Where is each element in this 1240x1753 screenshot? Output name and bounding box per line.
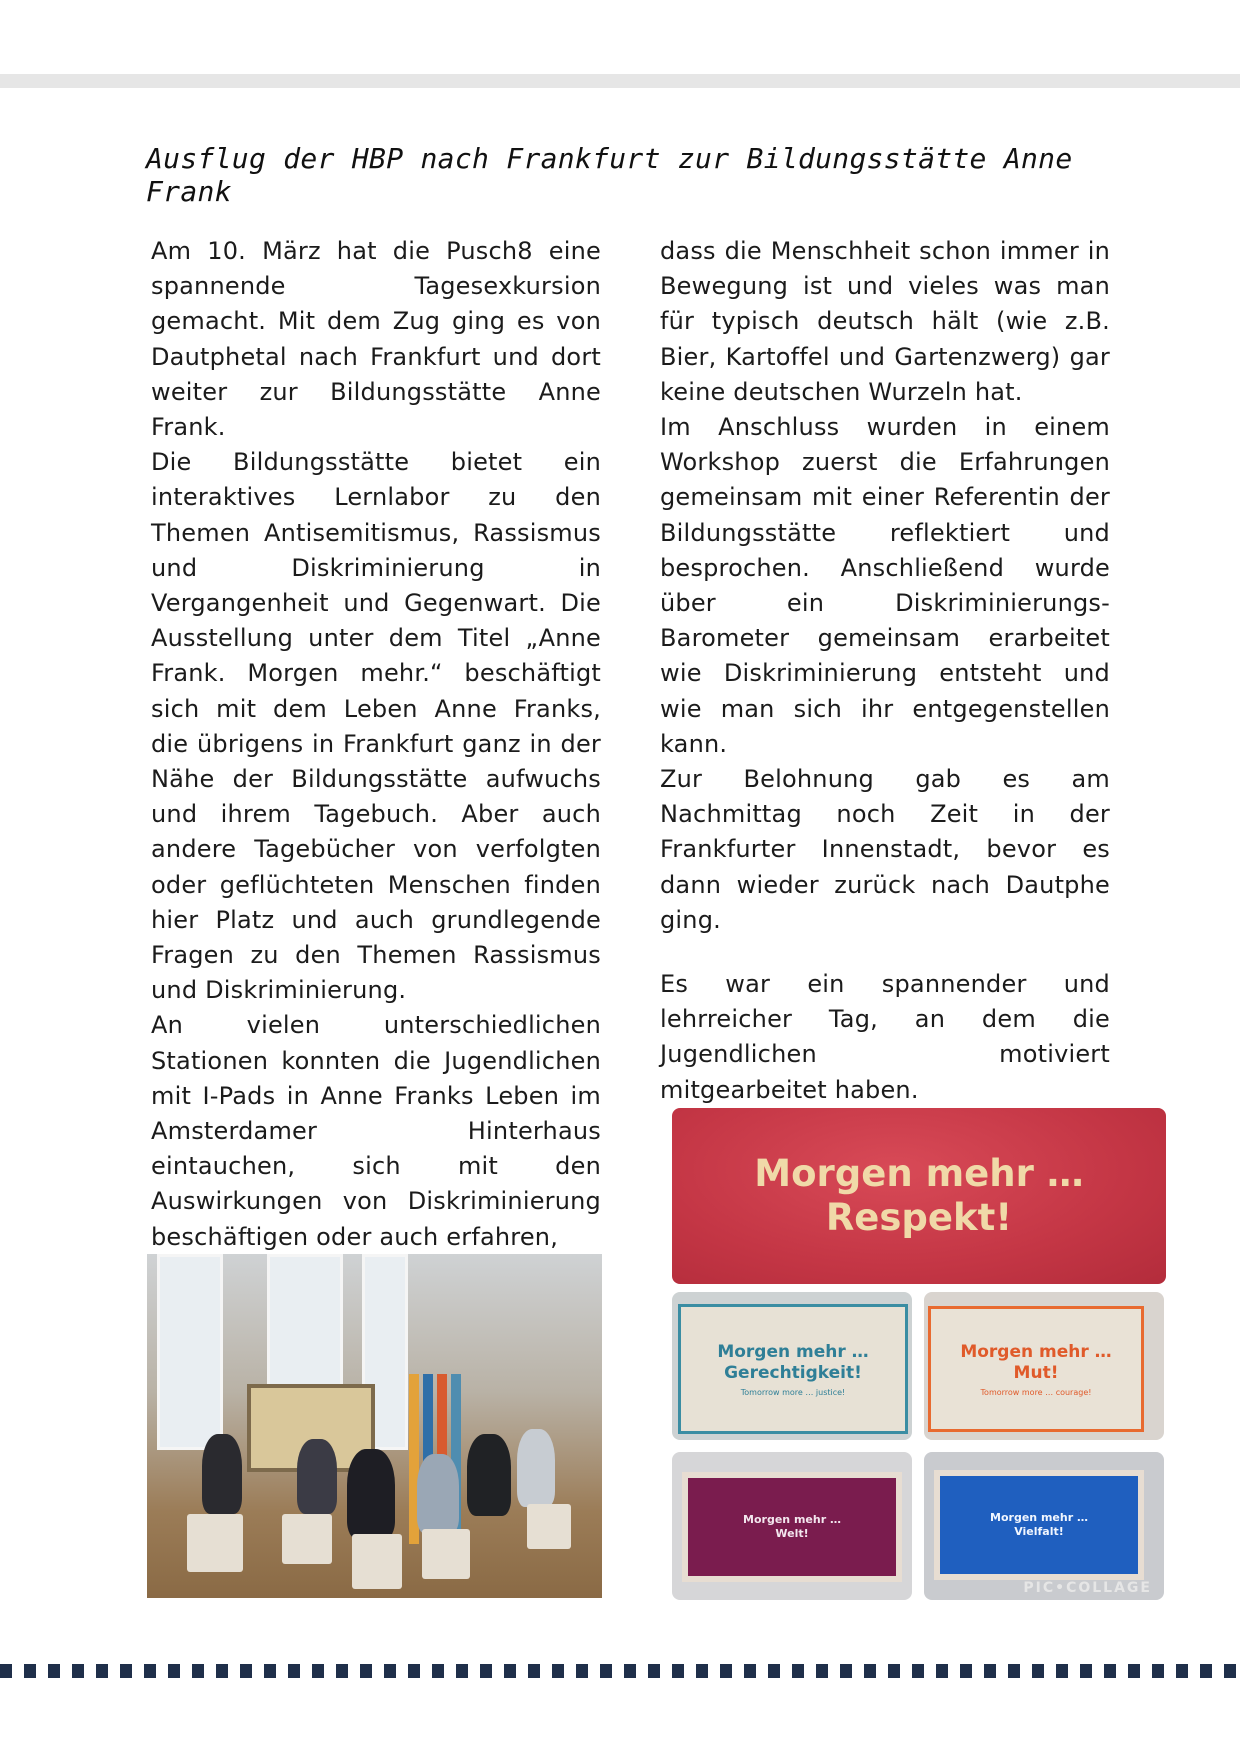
sign-line1: Morgen mehr …	[717, 1341, 869, 1362]
paragraph: An vielen unterschiedlichen Stationen konnten die Jugendlichen mit I-Pads in Anne Franks Leben im Amsterdamer Hinterhaus eintauchen, sich mit den Auswirkungen von Diskriminierung beschäftigen oder auch erfahren,	[151, 1011, 601, 1251]
stool	[187, 1514, 243, 1572]
tile-welt	[672, 1452, 912, 1600]
stool	[282, 1514, 332, 1564]
person	[517, 1429, 555, 1507]
workshop-photo	[147, 1254, 602, 1598]
sign-line2: Vielfalt!	[1014, 1525, 1064, 1538]
sign-subtitle: Tomorrow more … courage!	[980, 1387, 1092, 1397]
paragraph: Zur Belohnung gab es am Nachmittag noch Zeit in der Frankfurter Innenstadt, bevor es dann wieder zurück nach Dautphe ging.	[660, 765, 1110, 934]
sign-line1: Morgen mehr …	[990, 1511, 1088, 1524]
sign-line1: Morgen mehr …	[960, 1341, 1112, 1362]
page-title: Ausflug der HBP nach Frankfurt zur Bildungsstätte Anne Frank	[146, 142, 1073, 208]
stool	[352, 1534, 402, 1589]
person	[417, 1454, 459, 1534]
stool	[527, 1504, 571, 1549]
person	[202, 1434, 242, 1514]
main-sign-respekt	[672, 1108, 1166, 1284]
sign-line2: Mut!	[1013, 1362, 1059, 1383]
footer-dashed-border	[0, 1664, 1240, 1678]
main-sign-line1: Morgen mehr …	[754, 1152, 1084, 1195]
collage-watermark: PIC•COLLAGE	[1023, 1580, 1152, 1596]
tile-gerechtigkeit	[672, 1292, 912, 1440]
right-text-column	[660, 234, 1110, 1108]
person	[467, 1434, 511, 1516]
tile-mut	[924, 1292, 1164, 1440]
top-gray-bar	[0, 74, 1240, 88]
stool	[422, 1529, 470, 1579]
sign-line2: Welt!	[775, 1527, 809, 1540]
photo-collage	[668, 1104, 1168, 1604]
sign-board	[928, 1306, 1144, 1432]
paragraph: Es war ein spannender und lehrreicher Tag, an dem die Jugendlichen motiviert mitgearbeitet haben.	[660, 970, 1110, 1104]
left-text-column	[151, 234, 601, 1255]
person	[347, 1449, 395, 1539]
paragraph: Am 10. März hat die Pusch8 eine spannende Tagesexkursion gemacht. Mit dem Zug ging es von Dautphetal nach Frankfurt und dort weiter zur Bildungsstätte Anne Frank.	[151, 237, 601, 442]
tile-vielfalt	[924, 1452, 1164, 1600]
paragraph: dass die Menschheit schon immer in Bewegung ist und vieles was man für typisch deutsch hält (wie z.B. Bier, Kartoffel und Gartenzwerg) gar keine deutschen Wurzeln hat.	[660, 237, 1110, 406]
paragraph: Im Anschluss wurden in einem Workshop zuerst die Erfahrungen gemeinsam mit einer Referentin der Bildungsstätte reflektiert und besprochen. Anschließend wurde über ein Diskriminierungs-Barometer gemeinsam erarbeitet wie Diskriminierung entsteht und wie man sich ihr entgegenstellen kann.	[660, 413, 1110, 758]
sign-board	[678, 1304, 908, 1434]
sign-board	[682, 1472, 902, 1582]
sign-line1: Morgen mehr …	[743, 1513, 841, 1526]
sign-board	[934, 1470, 1144, 1580]
window	[157, 1254, 223, 1450]
person	[297, 1439, 337, 1514]
sign-subtitle: Tomorrow more … justice!	[740, 1387, 846, 1397]
main-sign-line2: Respekt!	[825, 1196, 1013, 1239]
paragraph: Die Bildungsstätte bietet ein interaktives Lernlabor zu den Themen Antisemitismus, Rassismus und Diskriminierung in Vergangenheit und Gegenwart. Die Ausstellung unter dem Titel „Anne Frank. Morgen mehr.“ beschäftigt sich mit dem Leben Anne Franks, die übrigens in Frankfurt ganz in der Nähe der Bildungsstätte aufwuchs und ihrem Tagebuch. Aber auch andere Tagebücher von verfolgten oder geflüchteten Menschen finden hier Platz und auch grundlegende Fragen zu den Themen Rassismus und Diskriminierung.	[151, 448, 601, 1005]
sign-line2: Gerechtigkeit!	[724, 1362, 862, 1383]
